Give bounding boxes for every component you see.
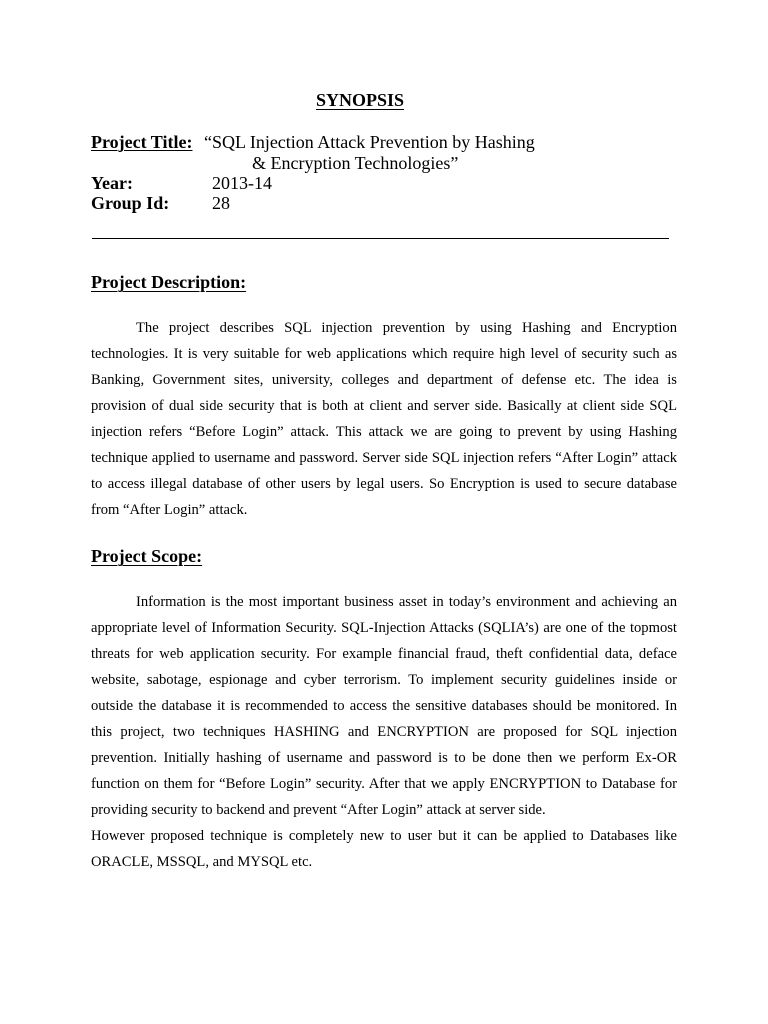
group-value: 28 [212,193,230,213]
scope-text: Information is the most important business asset in today’s environment and achieving an appropriate level of Information Security. SQL-Injection Attacks (SQLIA’s) are one of the topmost threats for web application security. For example financial fraud, theft confidential data, deface website, sabotage, espionage and cyber terrorism. To implement security guidelines inside or outside the database it is recommended to access the sensitive databases should be monitored. In this project, two techniques HASHING and ENCRYPTION are proposed for SQL injection prevention. Initially hashing of username and password is to be done then we perform Ex-OR function on them for “Before Login” security. After that we apply ENCRYPTION to Database for providing security to backend and prevent “After Login” attack at server side. [91,594,677,818]
scope-text-2: However proposed technique is completely new to user but it can be applied to Databases like ORACLE, MSSQL, and MYSQL etc. [91,828,677,870]
group-label: Group Id: [91,193,170,213]
year-value: 2013-14 [212,173,272,193]
project-title-label: Project Title: [91,132,193,152]
description-paragraph [91,315,677,523]
synopsis-heading: SYNOPSIS [315,90,405,110]
scope-paragraph [91,589,677,875]
horizontal-rule [92,238,669,239]
description-text: The project describes SQL injection prevention by using Hashing and Encryption technologies. It is very suitable for web applications which require high level of security such as Banking, Government sites, university, colleges and department of defense etc. The idea is provision of dual side security that is both at client and server side. Basically at client side SQL injection refers “Before Login” attack. This attack we are going to prevent by using Hashing technique applied to username and password. Server side SQL injection refers “After Login” attack to access illegal database of other users by legal users. So Encryption is used to secure database from “After Login” attack. [91,320,677,518]
project-title-line2: & Encryption Technologies” [252,153,459,173]
project-title-line1: “SQL Injection Attack Prevention by Hashing [204,132,535,152]
year-label: Year: [91,173,133,193]
description-heading: Project Description: [91,272,247,292]
scope-heading: Project Scope: [91,546,203,566]
